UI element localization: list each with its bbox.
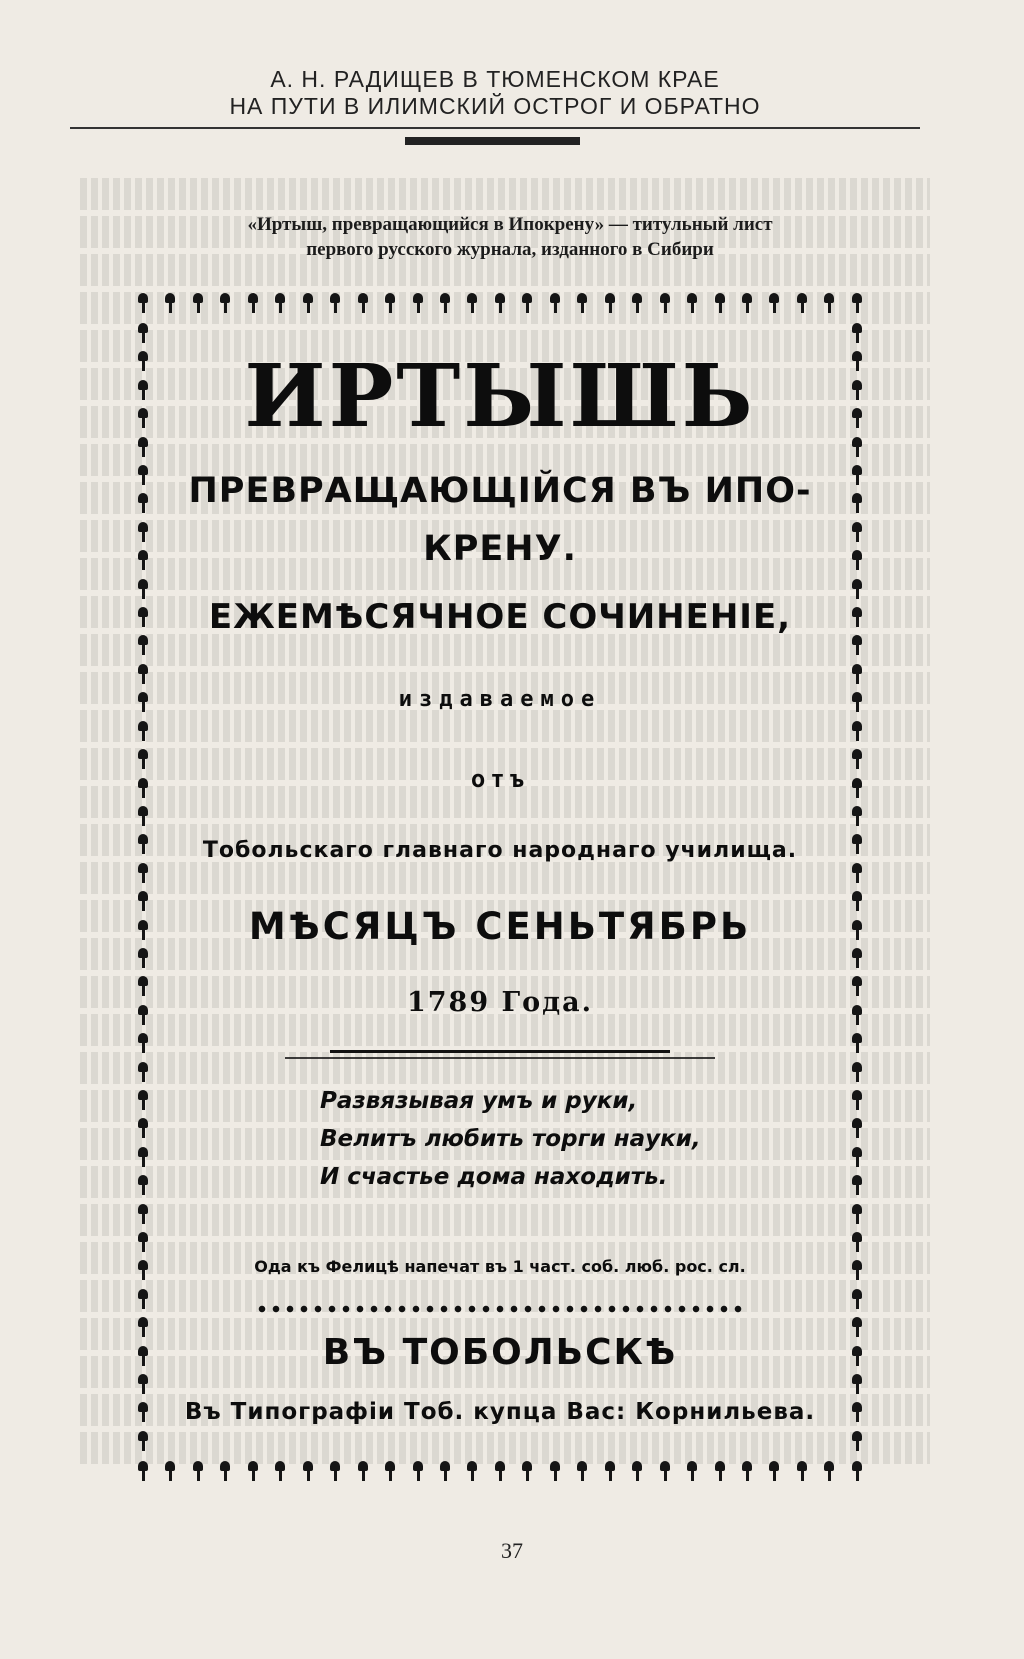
ornament-icon (849, 1430, 865, 1452)
decorative-rule-lower (285, 1057, 715, 1059)
ornament-icon (602, 292, 618, 314)
header-rule-thin (70, 127, 920, 129)
ornament-icon (135, 947, 151, 969)
ornament-icon (657, 1460, 673, 1482)
ornament-icon (162, 1460, 178, 1482)
ornament-icon (217, 1460, 233, 1482)
caption-line-2: первого русского журнала, изданного в Сибири (306, 239, 714, 260)
ornament-icon (135, 1430, 151, 1452)
ornament-icon (821, 292, 837, 314)
ornament-icon (135, 1174, 151, 1196)
epigraph (320, 1082, 840, 1196)
bleed-through-line (80, 178, 930, 210)
ornament-icon (135, 805, 151, 827)
running-header-line-1: А. Н. РАДИЩЕВ В ТЮМЕНСКОМ КРАЕ (270, 66, 720, 92)
ornament-icon (849, 292, 865, 314)
issue-month: МѢСЯЦЪ СЕНЬТЯБРЬ (248, 905, 752, 948)
ornament-icon (135, 1117, 151, 1139)
ornament-icon (162, 292, 178, 314)
ornament-icon (794, 1460, 810, 1482)
page-number: 37 (501, 1538, 523, 1563)
ornament-icon (135, 634, 151, 656)
journal-subtitle-line-1: ПРЕВРАЩАЮЩІЙСЯ ВЪ ИПО- (188, 471, 812, 511)
ornament-icon (849, 1288, 865, 1310)
ornament-icon (135, 292, 151, 314)
figure-caption (110, 212, 910, 262)
ornament-icon (849, 720, 865, 742)
ornament-icon (135, 1089, 151, 1111)
epigraph-source-note: Ода къ Фелицѣ напечат въ 1 част. соб. люб. рос. сл. (254, 1257, 746, 1276)
ornament-icon (355, 292, 371, 314)
ornament-icon (629, 1460, 645, 1482)
ornament-icon (437, 292, 453, 314)
ornament-icon (327, 1460, 343, 1482)
ornament-icon (849, 1373, 865, 1395)
epigraph-line-1: Развязывая умъ и руки, (320, 1088, 638, 1114)
journal-subtitle (135, 462, 865, 578)
dotted-divider (255, 1304, 745, 1314)
ornament-icon (135, 862, 151, 884)
ornament-icon (821, 1460, 837, 1482)
ornament-icon (766, 1460, 782, 1482)
monthly-label: ЕЖЕМѢСЯЧНОЕ СОЧИНЕНІЕ, (208, 597, 792, 637)
ornament-icon (657, 292, 673, 314)
ornament-icon (684, 292, 700, 314)
ornament-icon (519, 1460, 535, 1482)
ornament-icon (849, 862, 865, 884)
place-of-publication: ВЪ ТОБОЛЬСКѢ (322, 1332, 678, 1373)
ornament-icon (849, 322, 865, 344)
running-header (70, 66, 920, 120)
ornament-icon (547, 1460, 563, 1482)
ornament-icon (574, 1460, 590, 1482)
ornament-icon (849, 1174, 865, 1196)
ornament-icon (684, 1460, 700, 1482)
ornament-icon (849, 1061, 865, 1083)
ornament-icon (327, 292, 343, 314)
ornament-icon (135, 1231, 151, 1253)
from-label: отъ (470, 765, 530, 793)
ornament-icon (492, 1460, 508, 1482)
ornament-icon (629, 292, 645, 314)
ornament-icon (519, 292, 535, 314)
ornament-icon (574, 292, 590, 314)
ornament-icon (135, 1288, 151, 1310)
ornament-icon (712, 1460, 728, 1482)
ornament-icon (135, 322, 151, 344)
ornament-icon (245, 292, 261, 314)
ornament-icon (135, 663, 151, 685)
ornament-icon (272, 292, 288, 314)
ornament-icon (135, 1061, 151, 1083)
running-header-line-2: НА ПУТИ В ИЛИМСКИЙ ОСТРОГ И ОБРАТНО (229, 93, 761, 119)
ornament-icon (547, 292, 563, 314)
ornament-icon (849, 1146, 865, 1168)
ornament-icon (135, 1032, 151, 1054)
ornament-icon (849, 634, 865, 656)
ornament-border-top (135, 292, 865, 314)
ornament-icon (849, 1032, 865, 1054)
ornament-icon (245, 1460, 261, 1482)
epigraph-line-3: И счастье дома находить. (320, 1164, 668, 1190)
ornament-icon (135, 720, 151, 742)
ornament-icon (849, 947, 865, 969)
ornament-icon (849, 1089, 865, 1111)
ornament-icon (602, 1460, 618, 1482)
decorative-rule (330, 1050, 670, 1053)
ornament-icon (410, 292, 426, 314)
epigraph-line-2: Велитъ любить торги науки, (320, 1126, 701, 1152)
ornament-icon (849, 663, 865, 685)
journal-subtitle-line-2: КРЕНУ. (423, 529, 577, 569)
ornament-icon (410, 1460, 426, 1482)
ornament-icon (849, 1203, 865, 1225)
ornament-icon (190, 292, 206, 314)
caption-line-1: «Иртыш, превращающийся в Ипокрену» — титульный лист (247, 214, 773, 235)
ornament-icon (766, 292, 782, 314)
ornament-icon (135, 1203, 151, 1225)
ornament-icon (300, 1460, 316, 1482)
ornament-icon (437, 1460, 453, 1482)
ornament-icon (849, 1231, 865, 1253)
printing-house: Въ Типографіи Тоб. купца Вас: Корнильева. (184, 1399, 816, 1425)
ornament-icon (464, 292, 480, 314)
ornament-icon (355, 1460, 371, 1482)
ornament-icon (190, 1460, 206, 1482)
ornament-icon (382, 1460, 398, 1482)
ornament-icon (300, 292, 316, 314)
ornament-icon (849, 1460, 865, 1482)
ornament-icon (794, 292, 810, 314)
ornament-icon (135, 1373, 151, 1395)
ornament-icon (464, 1460, 480, 1482)
ornament-icon (849, 1117, 865, 1139)
ornament-icon (217, 292, 233, 314)
ornament-icon (382, 292, 398, 314)
ornament-icon (135, 1460, 151, 1482)
ornament-icon (739, 1460, 755, 1482)
ornament-icon (712, 292, 728, 314)
header-rule-thick (405, 137, 580, 145)
title-page-facsimile (135, 292, 865, 1482)
ornament-icon (739, 292, 755, 314)
issue-year: 1789 Года. (406, 987, 594, 1018)
ornament-border-bottom (135, 1460, 865, 1482)
ornament-icon (849, 805, 865, 827)
published-label: издаваемое (398, 687, 602, 712)
journal-title: ИРТЫШЬ (244, 346, 756, 447)
publisher-school: Тобольскаго главнаго народнаго училища. (202, 838, 798, 863)
ornament-icon (272, 1460, 288, 1482)
ornament-icon (135, 1146, 151, 1168)
ornament-icon (492, 292, 508, 314)
